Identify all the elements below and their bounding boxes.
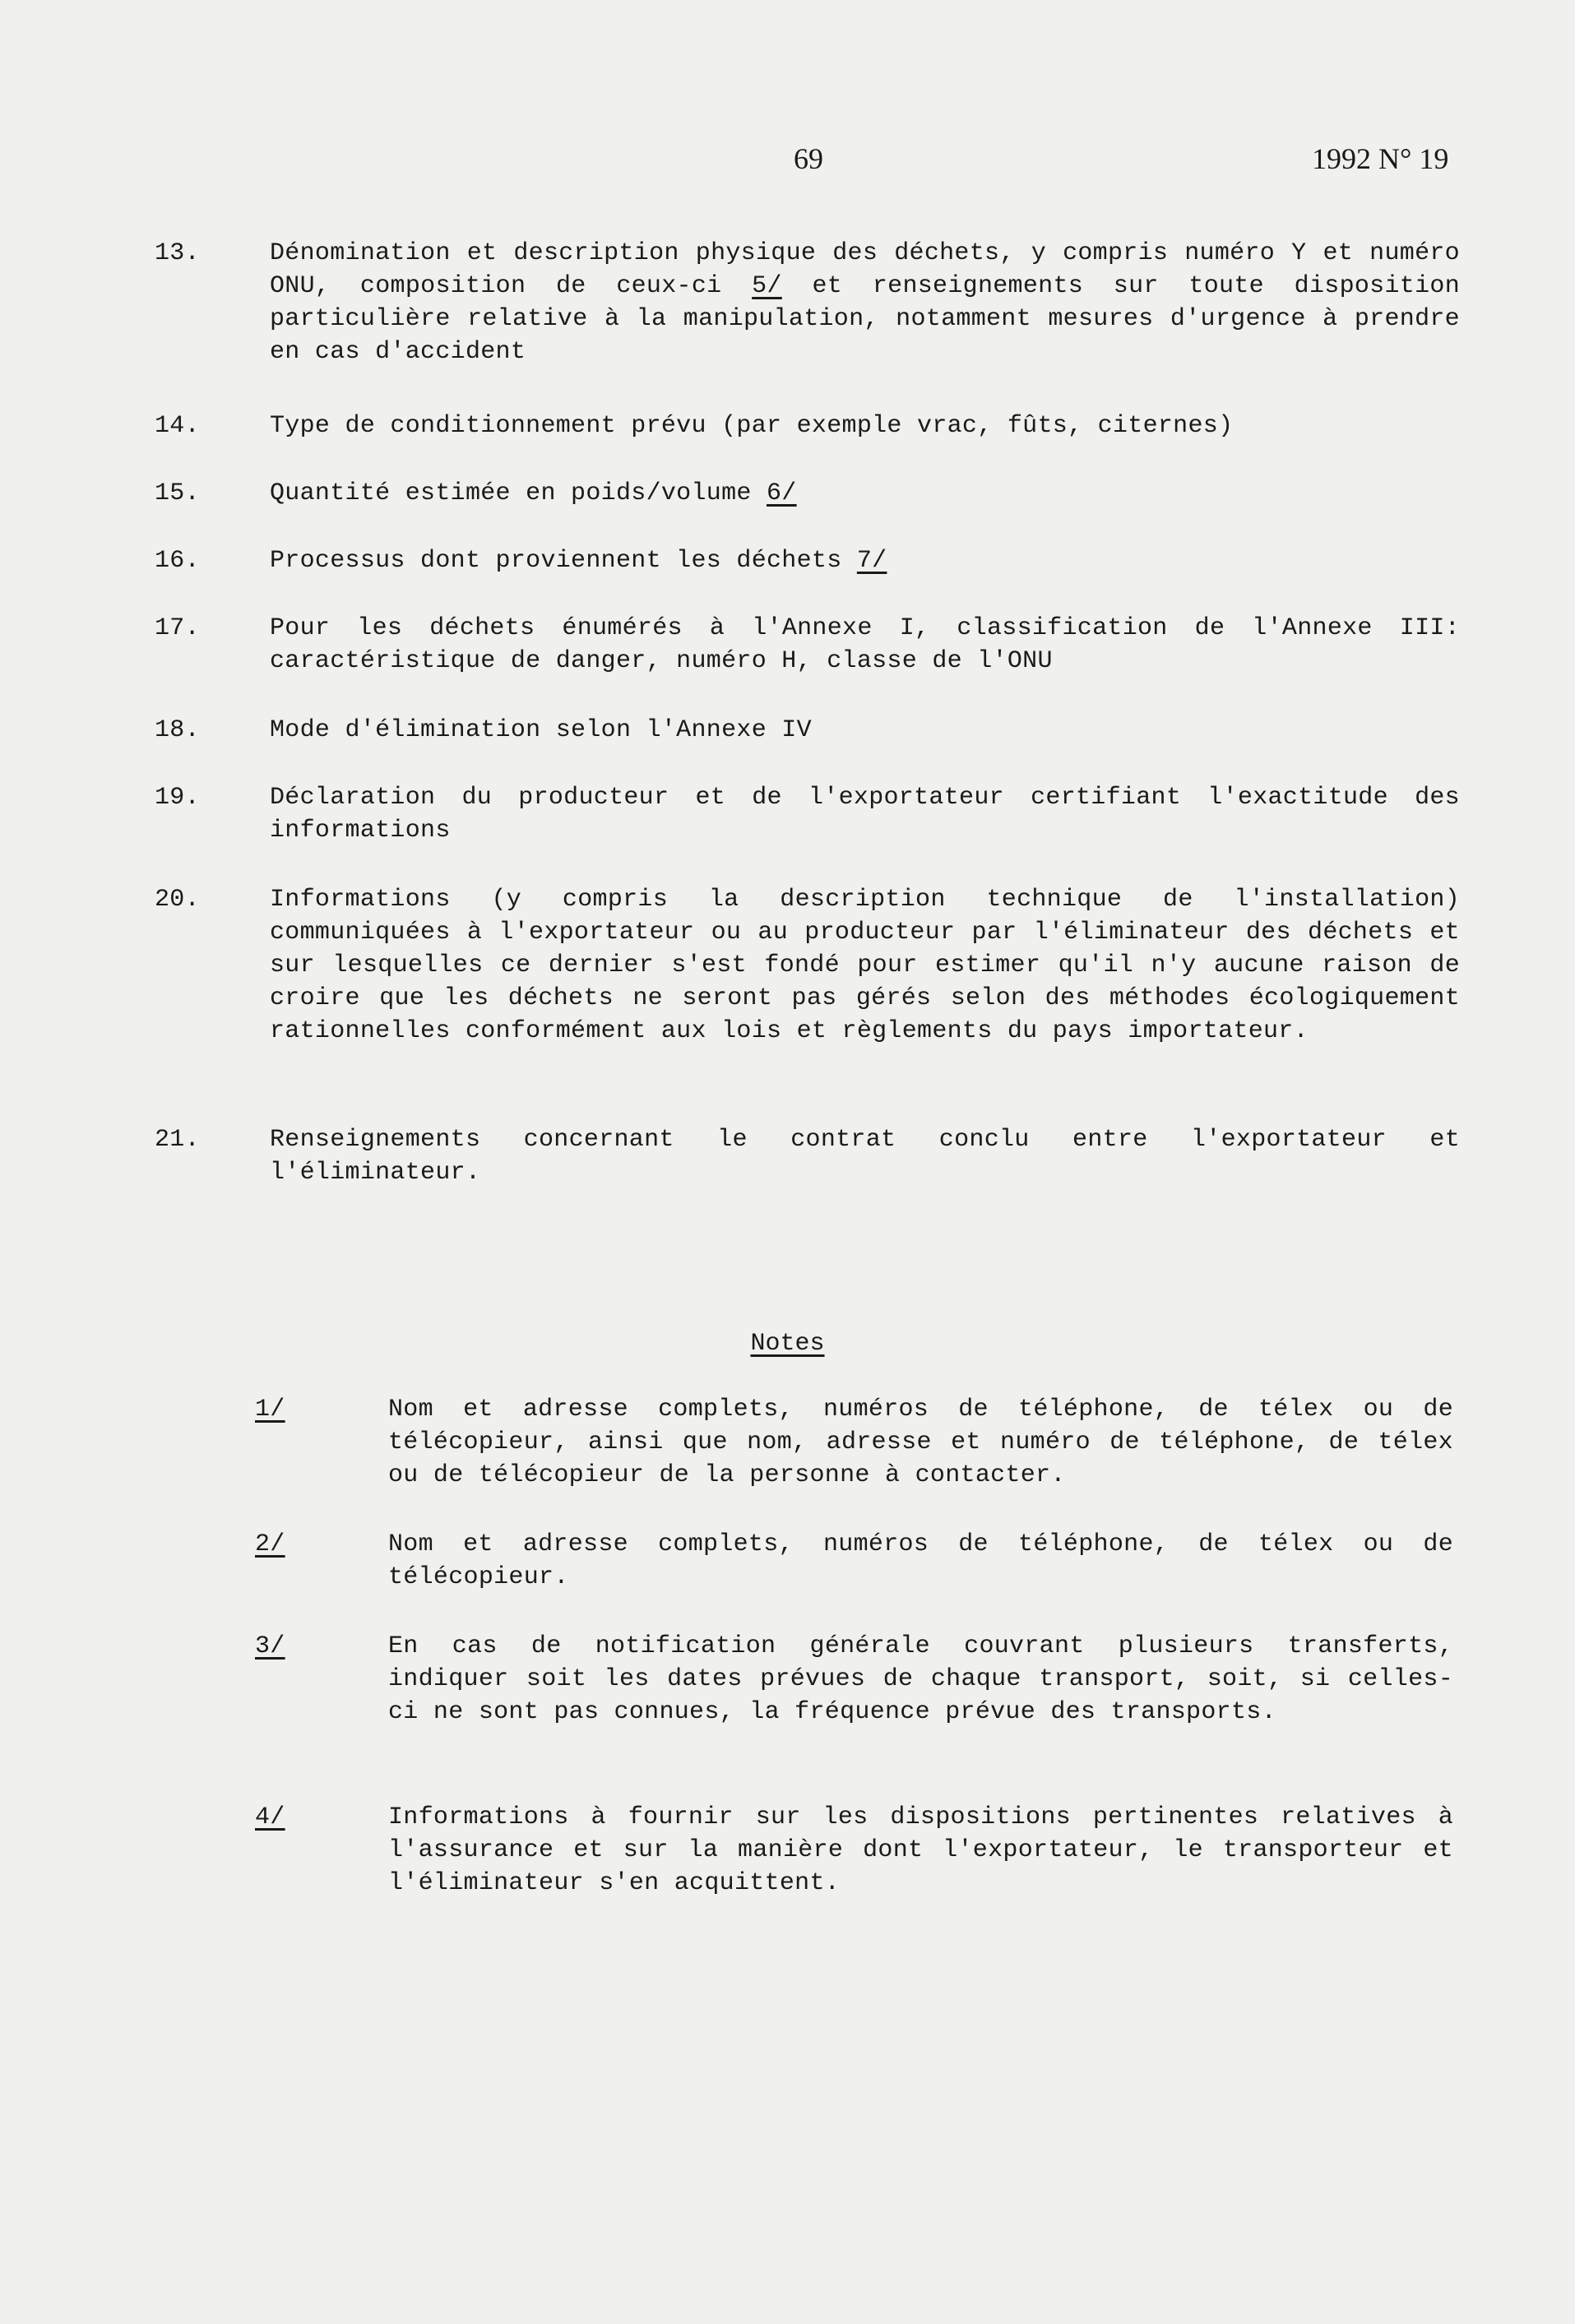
note-reference: 7/ [856, 547, 887, 575]
note-reference: 5/ [752, 272, 782, 300]
item-number: 18. [155, 716, 200, 744]
page-number: 69 [794, 142, 823, 175]
page-header [0, 141, 1575, 191]
item-number: 16. [155, 547, 200, 575]
item-text [270, 544, 1460, 577]
item-number: 17. [155, 614, 200, 642]
notes-heading [0, 1327, 1575, 1360]
item-text: Mode d'élimination selon l'Annexe IV [270, 716, 812, 744]
item-number: 13. [155, 239, 200, 267]
item-text-part: Processus dont proviennent les déchets [270, 547, 857, 575]
item-number: 14. [155, 412, 200, 440]
note-number: 2/ [255, 1530, 285, 1558]
item-text: Pour les déchets énumérés à l'Annexe I, classification de l'Annexe III: caractéristique de danger, numéro H, classe de l'ONU [270, 614, 1460, 675]
item-text [270, 477, 1460, 510]
item-text [270, 237, 1460, 368]
note-text: Informations à fournir sur les dispositions pertinentes relatives à l'assurance et sur la manière dont l'exportateur, le transporteur et l'éliminateur s'en acquittent. [388, 1803, 1453, 1897]
item-text-part: et renseignements sur toute disposition particulière relative à la manipulation, notamment mesures d'urgence à prendre en cas d'accident [270, 272, 1460, 366]
item-text-part: Quantité estimée en poids/volume [270, 479, 767, 507]
journal-reference: 1992 N° 19 [1312, 142, 1449, 175]
item-text: Renseignements concernant le contrat conclu entre l'exportateur et l'éliminateur. [270, 1126, 1460, 1187]
item-number: 21. [155, 1126, 200, 1154]
note-number: 4/ [255, 1803, 285, 1831]
note-number: 3/ [255, 1632, 285, 1660]
note-text: En cas de notification générale couvrant plusieurs transferts, indiquer soit les dates prévues de chaque transport, soit, si celles-ci ne sont pas connues, la fréquence prévue des transports. [388, 1632, 1453, 1726]
item-number: 15. [155, 479, 200, 507]
item-number: 19. [155, 784, 200, 812]
item-number: 20. [155, 886, 200, 914]
item-text: Type de conditionnement prévu (par exemple vrac, fûts, citernes) [270, 412, 1234, 440]
note-reference: 6/ [767, 479, 797, 507]
item-text-part: Dénomination et description physique des déchets, y compris numéro Y et numéro ONU, composition de ceux-ci [270, 239, 1460, 300]
item-text: Déclaration du producteur et de l'exportateur certifiant l'exactitude des informations [270, 784, 1460, 845]
note-number: 1/ [255, 1396, 285, 1424]
notes-title: Notes [750, 1330, 825, 1358]
note-text: Nom et adresse complets, numéros de téléphone, de télex ou de télécopieur, ainsi que nom, adresse et numéro de téléphone, de télex ou de télécopieur de la personne à contacter. [388, 1396, 1453, 1489]
item-text: Informations (y compris la description technique de l'installation) communiquées à l'exportateur ou au producteur par l'éliminateur des déchets et sur lesquelles ce dernier s'est fondé pour estimer qu'il n'y aucune raison de croire que les déchets ne seront pas gérés selon des méthodes écologiquement rationnelles conformément aux lois et règlements du pays importateur. [270, 886, 1460, 1045]
note-text: Nom et adresse complets, numéros de téléphone, de télex ou de télécopieur. [388, 1530, 1453, 1591]
